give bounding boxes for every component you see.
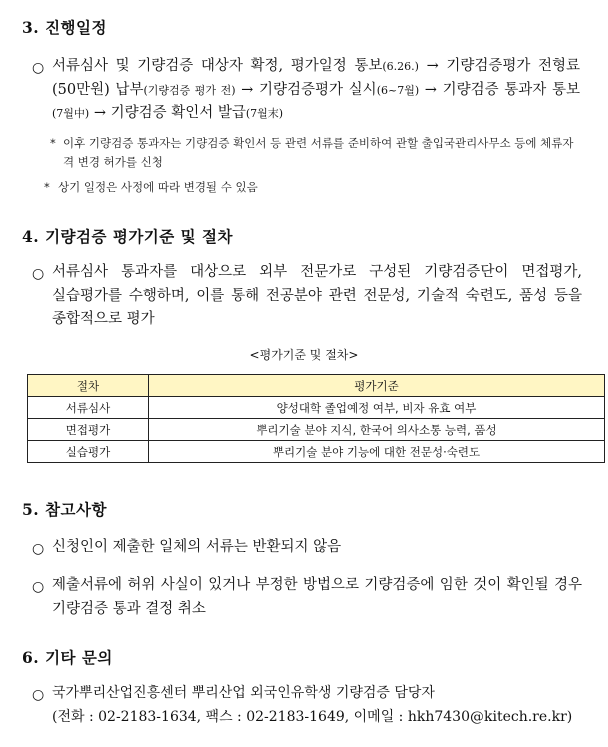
section-5-item-2: 제출서류에 허위 사실이 있거나 부정한 방법으로 기량검증에 임한 것이 확인될 경우 기량검증 통과 결정 취소 (52, 577, 582, 617)
bullet-circle: ○ (32, 266, 45, 282)
schedule-text-e: → 기량검증평가 실시 (235, 81, 377, 98)
schedule-note-1: (기량검증 평가 전) (143, 83, 236, 97)
procedure-cell: 서류심사 (28, 397, 149, 419)
criteria-cell: 뿌리기술 분야 기능에 대한 전문성·숙련도 (149, 441, 605, 463)
table-caption: <평가기준 및 절차> (249, 348, 359, 362)
schedule-text-g: → 기량검증 통과자 통보 (419, 81, 580, 98)
table-row (28, 397, 605, 419)
bullet-circle: ○ (32, 60, 45, 76)
schedule-date-3: (7월中) (52, 107, 90, 120)
criteria-cell: 양성대학 졸업예정 여부, 비자 유효 여부 (149, 397, 605, 419)
section-6-contact-line-1: 국가뿌리산업진흥센터 뿌리산업 외국인유학생 기량검증 담당자 (52, 685, 435, 701)
column-header-criteria: 평가기준 (149, 375, 605, 397)
note-star-2: * (44, 180, 50, 194)
criteria-table (27, 374, 605, 463)
table-header-row (28, 375, 605, 397)
schedule-date-2: (6~7월) (376, 83, 420, 97)
bullet-circle: ○ (32, 687, 45, 703)
section-3-schedule (52, 55, 580, 126)
procedure-cell: 면접평가 (28, 419, 149, 441)
schedule-date-1: (6.26.) (382, 60, 419, 73)
schedule-text-c: → 기량검증평가 전형료(50만원) 납부 (52, 58, 580, 98)
section-5-item-1: 신청인이 제출한 일체의 서류는 반환되지 않음 (52, 539, 342, 555)
bullet-circle: ○ (32, 579, 45, 595)
criteria-cell: 뿌리기술 분야 지식, 한국어 의사소통 능력, 품성 (149, 419, 605, 441)
section-6-contact-line-2: (전화 : 02-2183-1634, 팩스 : 02-2183-1649, 이메일 : hkh7430@kitech.re.kr) (52, 709, 573, 725)
section-6-heading: 6. 기타 문의 (22, 648, 113, 667)
procedure-cell: 실습평가 (28, 441, 149, 463)
schedule-text-a: 서류심사 및 기량검증 대상자 확정, 평가일정 통보 (52, 58, 383, 74)
table-row (28, 441, 605, 463)
section-3-heading: 3. 진행일정 (22, 18, 107, 37)
section-4-heading: 4. 기량검증 평가기준 및 절차 (22, 227, 233, 246)
schedule-date-4: (7월末) (245, 107, 284, 120)
section-3-note-1: 이후 기량검증 통과자는 기량검증 확인서 등 관련 서류를 준비하여 관할 출입국관리사무소 등에 체류자격 변경 허가를 신청 (63, 136, 574, 169)
note-star-1: * (50, 136, 56, 150)
column-header-procedure: 절차 (28, 375, 149, 397)
section-5-heading: 5. 참고사항 (22, 500, 107, 519)
schedule-text-i: → 기량검증 확인서 발급 (89, 105, 246, 121)
table-row (28, 419, 605, 441)
section-4-paragraph: 서류심사 통과자를 대상으로 외부 전문가로 구성된 기량검증단이 면접평가, 실습평가를 수행하며, 이를 통해 전공분야 관련 전문성, 기술적 숙련도, 품성 등을 종합적으로 평가 (52, 264, 582, 327)
bullet-circle: ○ (32, 541, 45, 557)
section-3-note-2: 상기 일정은 사정에 따라 변경될 수 있음 (58, 180, 258, 194)
